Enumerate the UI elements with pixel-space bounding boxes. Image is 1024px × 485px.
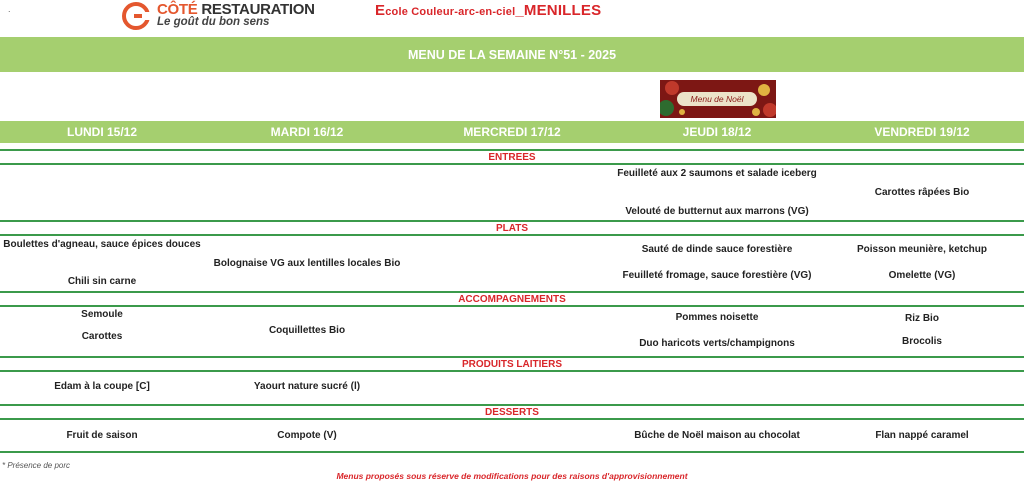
menu-item: Carottes râpées Bio — [874, 187, 970, 198]
day-monday: LUNDI 15/12 — [66, 125, 138, 139]
menu-item: Riz Bio — [905, 313, 939, 324]
divider-line — [0, 149, 1024, 151]
divider-line — [0, 404, 1024, 406]
menu-item: Velouté de butternut aux marrons (VG) — [625, 206, 809, 217]
day-thursday: JEUDI 18/12 — [682, 125, 752, 139]
section-plats: PLATS — [495, 223, 529, 234]
menu-item: Edam à la coupe [C] — [54, 381, 150, 392]
school-title — [375, 2, 601, 19]
corner-mark: . — [8, 4, 11, 14]
supply-disclaimer: Menus proposés sous réserve de modifications pour des raisons d'approvisionnement — [336, 471, 688, 481]
brand-name-right: RESTAURATION — [201, 1, 315, 18]
day-friday: VENDREDI 19/12 — [874, 125, 970, 139]
section-desserts: DESSERTS — [485, 407, 539, 418]
week-title-bar — [0, 37, 1024, 72]
divider-line — [0, 356, 1024, 358]
school-title-prefix: E — [375, 2, 386, 19]
section-entrees: ENTREES — [488, 152, 536, 163]
menu-item: Brocolis — [901, 336, 942, 347]
divider-line — [0, 370, 1024, 372]
week-title: MENU DE LA SEMAINE N°51 - 2025 — [407, 47, 617, 62]
menu-item: Bolognaise VG aux lentilles locales Bio — [213, 258, 401, 269]
cote-restauration-logo-icon — [122, 2, 150, 30]
menu-item: Fruit de saison — [66, 430, 138, 441]
menu-item: Duo haricots verts/champignons — [639, 338, 795, 349]
menu-item: Feuilleté aux 2 saumons et salade iceberg — [617, 168, 817, 179]
brand-name-left: CÔTÉ — [157, 1, 198, 18]
menu-item: Pommes noisette — [675, 312, 759, 323]
menu-item: Yaourt nature sucré (l) — [253, 381, 361, 392]
menu-item: Flan nappé caramel — [875, 430, 969, 441]
menu-item: Coquillettes Bio — [268, 325, 346, 336]
brand-tagline: Le goût du bon sens — [157, 16, 270, 28]
menu-item: Sauté de dinde sauce forestière — [641, 244, 793, 255]
divider-line — [0, 291, 1024, 293]
divider-line — [0, 451, 1024, 453]
divider-line — [0, 234, 1024, 236]
day-wednesday: MERCREDI 17/12 — [463, 125, 561, 139]
menu-item: Omelette (VG) — [888, 270, 956, 281]
menu-item: Semoule — [81, 309, 123, 320]
menu-item: Boulettes d'agneau, sauce épices douces — [3, 239, 201, 250]
divider-line — [0, 163, 1024, 165]
school-title-suffix: _MENILLES — [515, 2, 602, 19]
menu-item: Poisson meunière, ketchup — [856, 244, 988, 255]
school-title-name: cole Couleur-arc-en-ciel — [385, 6, 516, 18]
section-produits-laitiers: PRODUITS LAITIERS — [461, 359, 562, 370]
divider-line — [0, 418, 1024, 420]
menu-item: Chili sin carne — [67, 276, 137, 287]
christmas-menu-label: Menu de Noël — [677, 92, 757, 106]
divider-line — [0, 305, 1024, 307]
pork-footnote: * Présence de porc — [2, 461, 71, 470]
day-tuesday: MARDI 16/12 — [270, 125, 344, 139]
menu-item: Compote (V) — [277, 430, 337, 441]
section-accompagnements: ACCOMPAGNEMENTS — [458, 294, 566, 305]
menu-item: Feuilleté fromage, sauce forestière (VG) — [622, 270, 812, 281]
divider-line — [0, 220, 1024, 222]
menu-item: Bûche de Noël maison au chocolat — [634, 430, 800, 441]
menu-item: Carottes — [81, 331, 123, 342]
